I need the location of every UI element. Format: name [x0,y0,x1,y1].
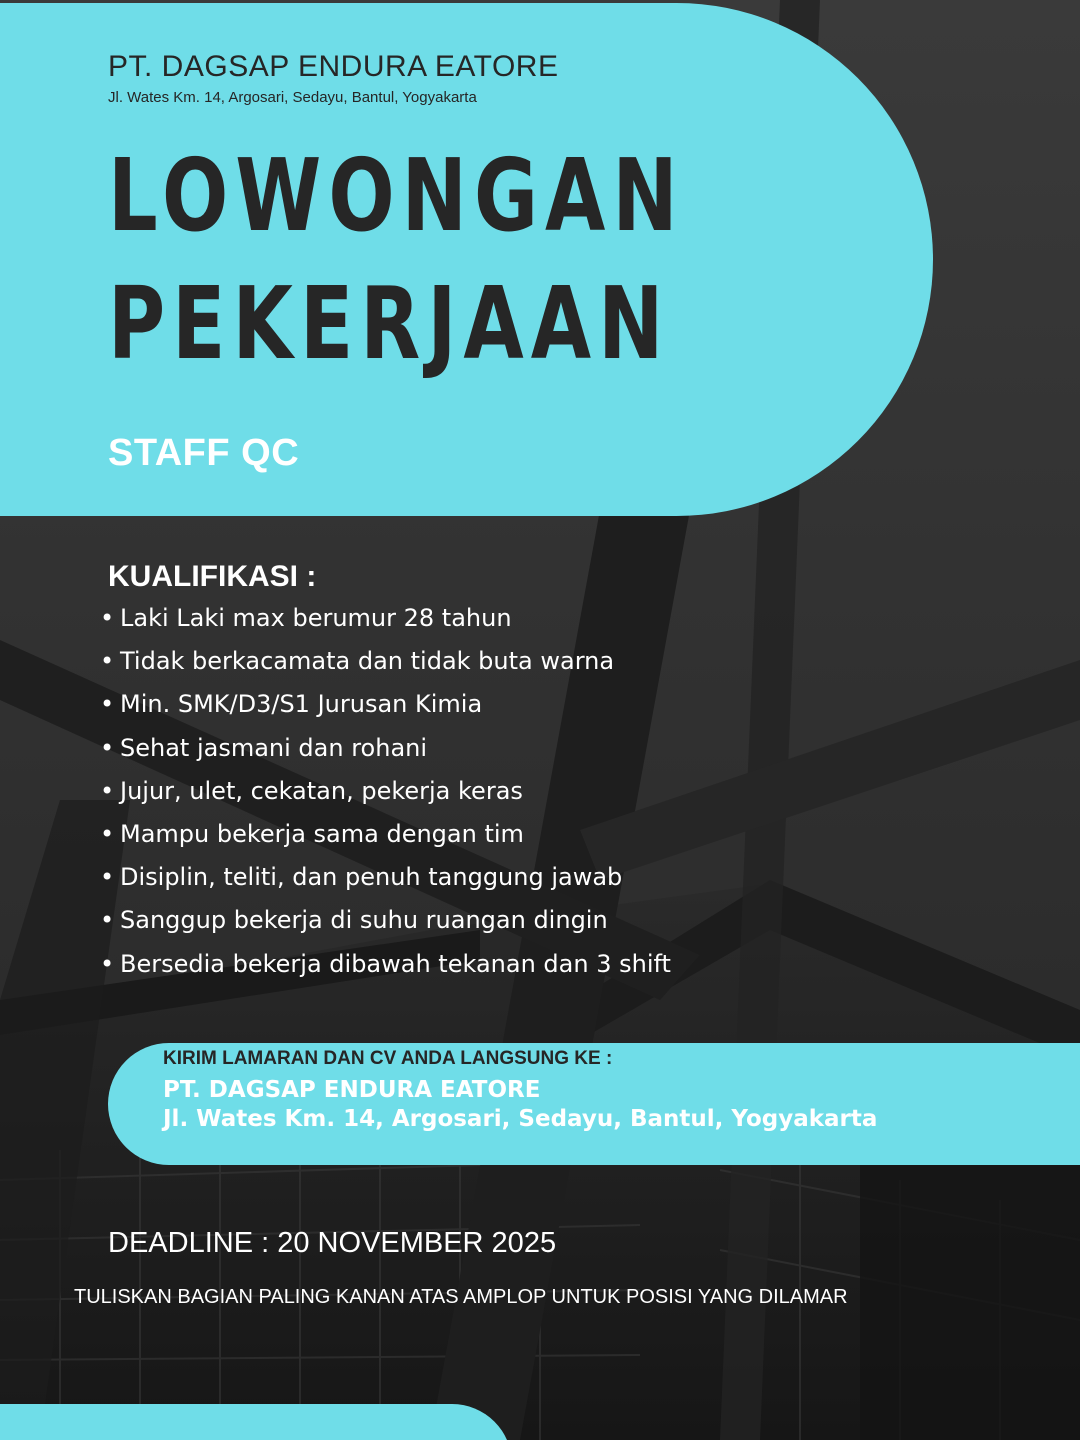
qualification-text: Tidak berkacamata dan tidak buta warna [120,647,615,676]
list-item [100,902,671,945]
list-item [100,859,671,902]
bullet-icon: • [100,776,115,805]
send-company-name: PT. DAGSAP ENDURA EATORE [163,1077,541,1103]
qualification-text: Min. SMK/D3/S1 Jurusan Kimia [120,690,483,719]
qualifications-list [100,600,671,989]
qualification-text: Laki Laki max berumur 28 tahun [120,604,512,632]
list-item [100,600,671,643]
bottom-accent-tab [0,1404,512,1440]
bullet-icon: • [100,906,115,935]
qualification-text: Sehat jasmani dan rohani [120,733,428,762]
envelope-note: TULISKAN BAGIAN PALING KANAN ATAS AMPLOP UNTUK POSISI YANG DILAMAR [74,1286,848,1308]
qualification-text: Mampu bekerja sama dengan tim [120,819,524,848]
list-item [100,816,671,859]
deadline: DEADLINE : 20 NOVEMBER 2025 [108,1227,557,1259]
bullet-icon: • [100,733,115,762]
qualification-text: Jujur, ulet, cekatan, pekerja keras [120,776,523,805]
bullet-icon: • [100,690,115,719]
qualification-text: Sanggup bekerja di suhu ruangan dingin [120,906,608,935]
bullet-icon: • [100,863,115,892]
list-item [100,686,671,729]
qualification-text: Bersedia bekerja dibawah tekanan dan 3 shift [120,949,671,978]
headline-line-1: LOWONGAN [108,137,685,254]
send-company-address: Jl. Wates Km. 14, Argosari, Sedayu, Bantul, Yogyakarta [163,1106,878,1132]
company-address: Jl. Wates Km. 14, Argosari, Sedayu, Bantul, Yogyakarta [108,89,477,106]
qualification-text: Disiplin, teliti, dan penuh tanggung jawab [120,863,623,892]
bullet-icon: • [100,647,115,676]
list-item [100,946,671,989]
list-item [100,773,671,816]
job-position: STAFF QC [108,432,300,474]
list-item [100,643,671,686]
company-name: PT. DAGSAP ENDURA EATORE [108,50,559,83]
bullet-icon: • [100,819,115,848]
qualifications-heading: KUALIFIKASI : [108,560,317,593]
headline-line-2: PEKERJAAN [108,265,671,382]
list-item [100,730,671,773]
bullet-icon: • [100,949,115,978]
bullet-icon: • [100,604,115,632]
send-application-heading: KIRIM LAMARAN DAN CV ANDA LANGSUNG KE : [163,1048,613,1069]
